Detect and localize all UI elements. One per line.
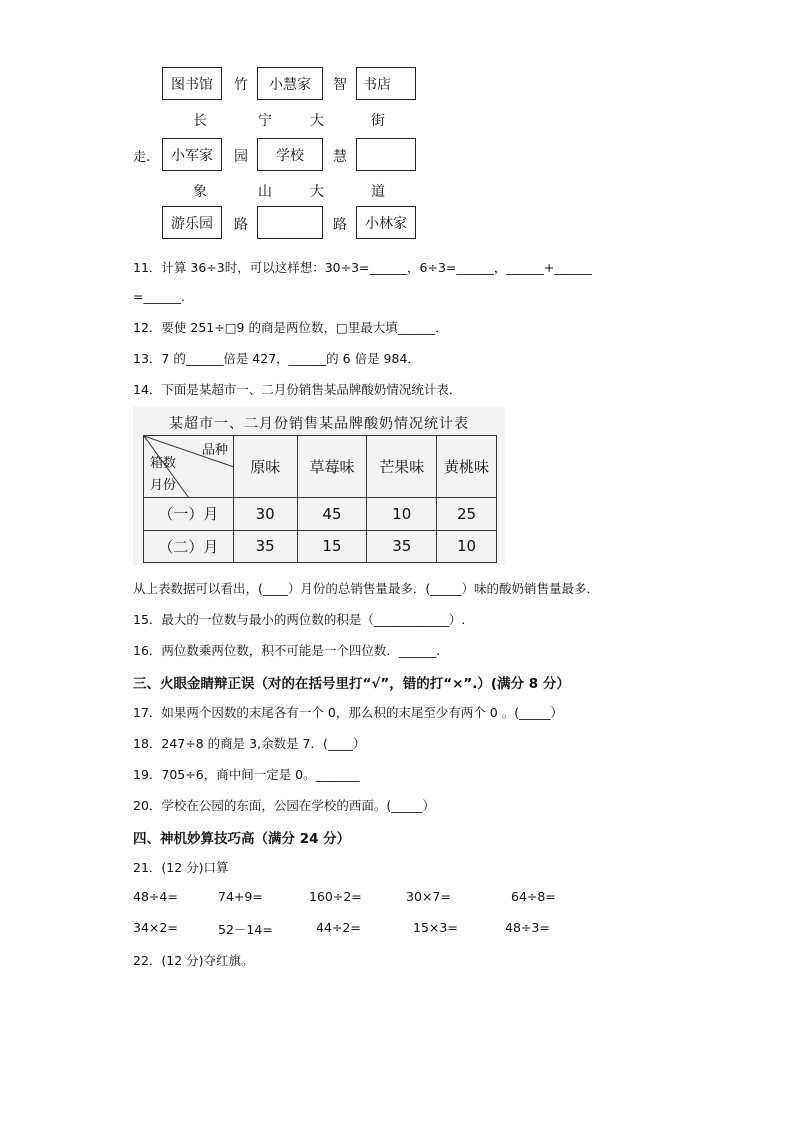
street-name-char: 宁 [258,113,272,129]
map-box-xiaohui-home: 小慧家 [257,67,323,100]
map-char: 园 [234,149,248,165]
street-name-char: 大 [310,184,324,200]
table-cell: 35 [367,530,437,563]
map-box-xiaojun-home: 小军家 [162,138,222,171]
question-17: 17．如果两个因数的末尾各有一个 0，那么积的末尾至少有两个 0 。(_____） [133,705,563,720]
section-3-heading: 三、火眼金睛辩正误（对的在括号里打“√”，错的打“×”.）(满分 8 分） [133,676,570,692]
question-15: 15．最大的一位数与最小的两位数的积是（____________）. [133,612,466,627]
corner-label-kind: 品种 [202,443,229,458]
map-char: 慧 [333,149,347,165]
math-item: 74+9= [218,889,263,904]
column-header: 草莓味 [297,436,367,498]
question-14: 14．下面是某超市一、二月份销售某品牌酸奶情况统计表． [133,382,462,397]
question-12: 12．要使 251÷□9 的商是两位数，□里最大填______． [133,320,448,335]
map-box-xiaolin-home: 小林家 [356,206,416,239]
table-row [144,530,497,563]
street-name-char: 大 [310,113,324,129]
street-name-char: 象 [193,184,207,200]
map-box-playground: 游乐园 [162,206,222,239]
row-label: （二）月 [144,530,234,563]
corner-label-boxes: 箱数 [150,456,177,471]
map-char: 智 [333,77,347,93]
math-item: 15×3= [413,920,458,935]
table-cell: 15 [297,530,367,563]
map-box-school: 学校 [257,138,323,171]
street-name-char: 道 [371,184,385,200]
map-char: 路 [333,217,347,233]
map-box-library: 图书馆 [162,67,222,100]
street-name-char: 山 [258,184,272,200]
table-cell: 45 [297,498,367,531]
stat-table-figure [133,407,505,565]
table-cell: 35 [233,530,297,563]
question-11-cont: =______． [133,289,194,304]
question-19: 19．705÷6，商中间一定是 0。_______ [133,767,360,782]
question-16: 16．两位数乘两位数，积不可能是一个四位数．______. [133,643,441,658]
math-item: 52－14= [218,922,273,937]
math-item: 30×7= [406,889,451,904]
question-18: 18．247÷8 的商是 3,余数是 7．(____） [133,736,366,751]
table-corner-cell [144,436,234,498]
table-cell: 25 [437,498,497,531]
question-20: 20．学校在公园的东面，公园在学校的西面。(_____） [133,798,436,813]
map-box-blank[interactable] [356,138,416,171]
math-item: 44÷2= [316,920,361,935]
table-row [144,498,497,531]
question-11: 11．计算 36÷3时，可以这样想：30÷3=______，6÷3=______，______+______ [133,260,592,275]
map-prefix: 走. [133,150,151,165]
section-4-heading: 四、神机妙算技巧高（满分 24 分） [133,831,351,847]
math-item: 64÷8= [511,889,556,904]
corner-label-month: 月份 [150,478,177,493]
math-item: 48÷4= [133,889,178,904]
map-char: 竹 [234,77,248,93]
question-13: 13．7 的______倍是 427，______的 6 倍是 984． [133,351,420,366]
column-header: 芒果味 [367,436,437,498]
map-char: 路 [234,217,248,233]
math-item: 48÷3= [505,920,550,935]
street-name-char: 长 [193,113,207,129]
question-22: 22．(12 分)夺红旗。 [133,953,254,968]
map-box-bookstore: 书店 [356,67,416,100]
table-cell: 10 [367,498,437,531]
stat-table-title: 某超市一、二月份销售某品牌酸奶情况统计表 [169,416,469,432]
question-21: 21．(12 分)口算 [133,860,229,875]
row-label: （一）月 [144,498,234,531]
question-14-answer: 从上表数据可以看出，(____）月份的总销售量最多．(_____）味的酸奶销售量最多． [133,581,600,596]
column-header: 原味 [233,436,297,498]
math-item: 34×2= [133,920,178,935]
column-header: 黄桃味 [437,436,497,498]
math-item: 160÷2= [309,889,362,904]
table-cell: 30 [233,498,297,531]
street-name-char: 街 [371,113,385,129]
table-cell: 10 [437,530,497,563]
map-box-blank[interactable] [257,206,323,239]
stat-table [143,435,497,563]
